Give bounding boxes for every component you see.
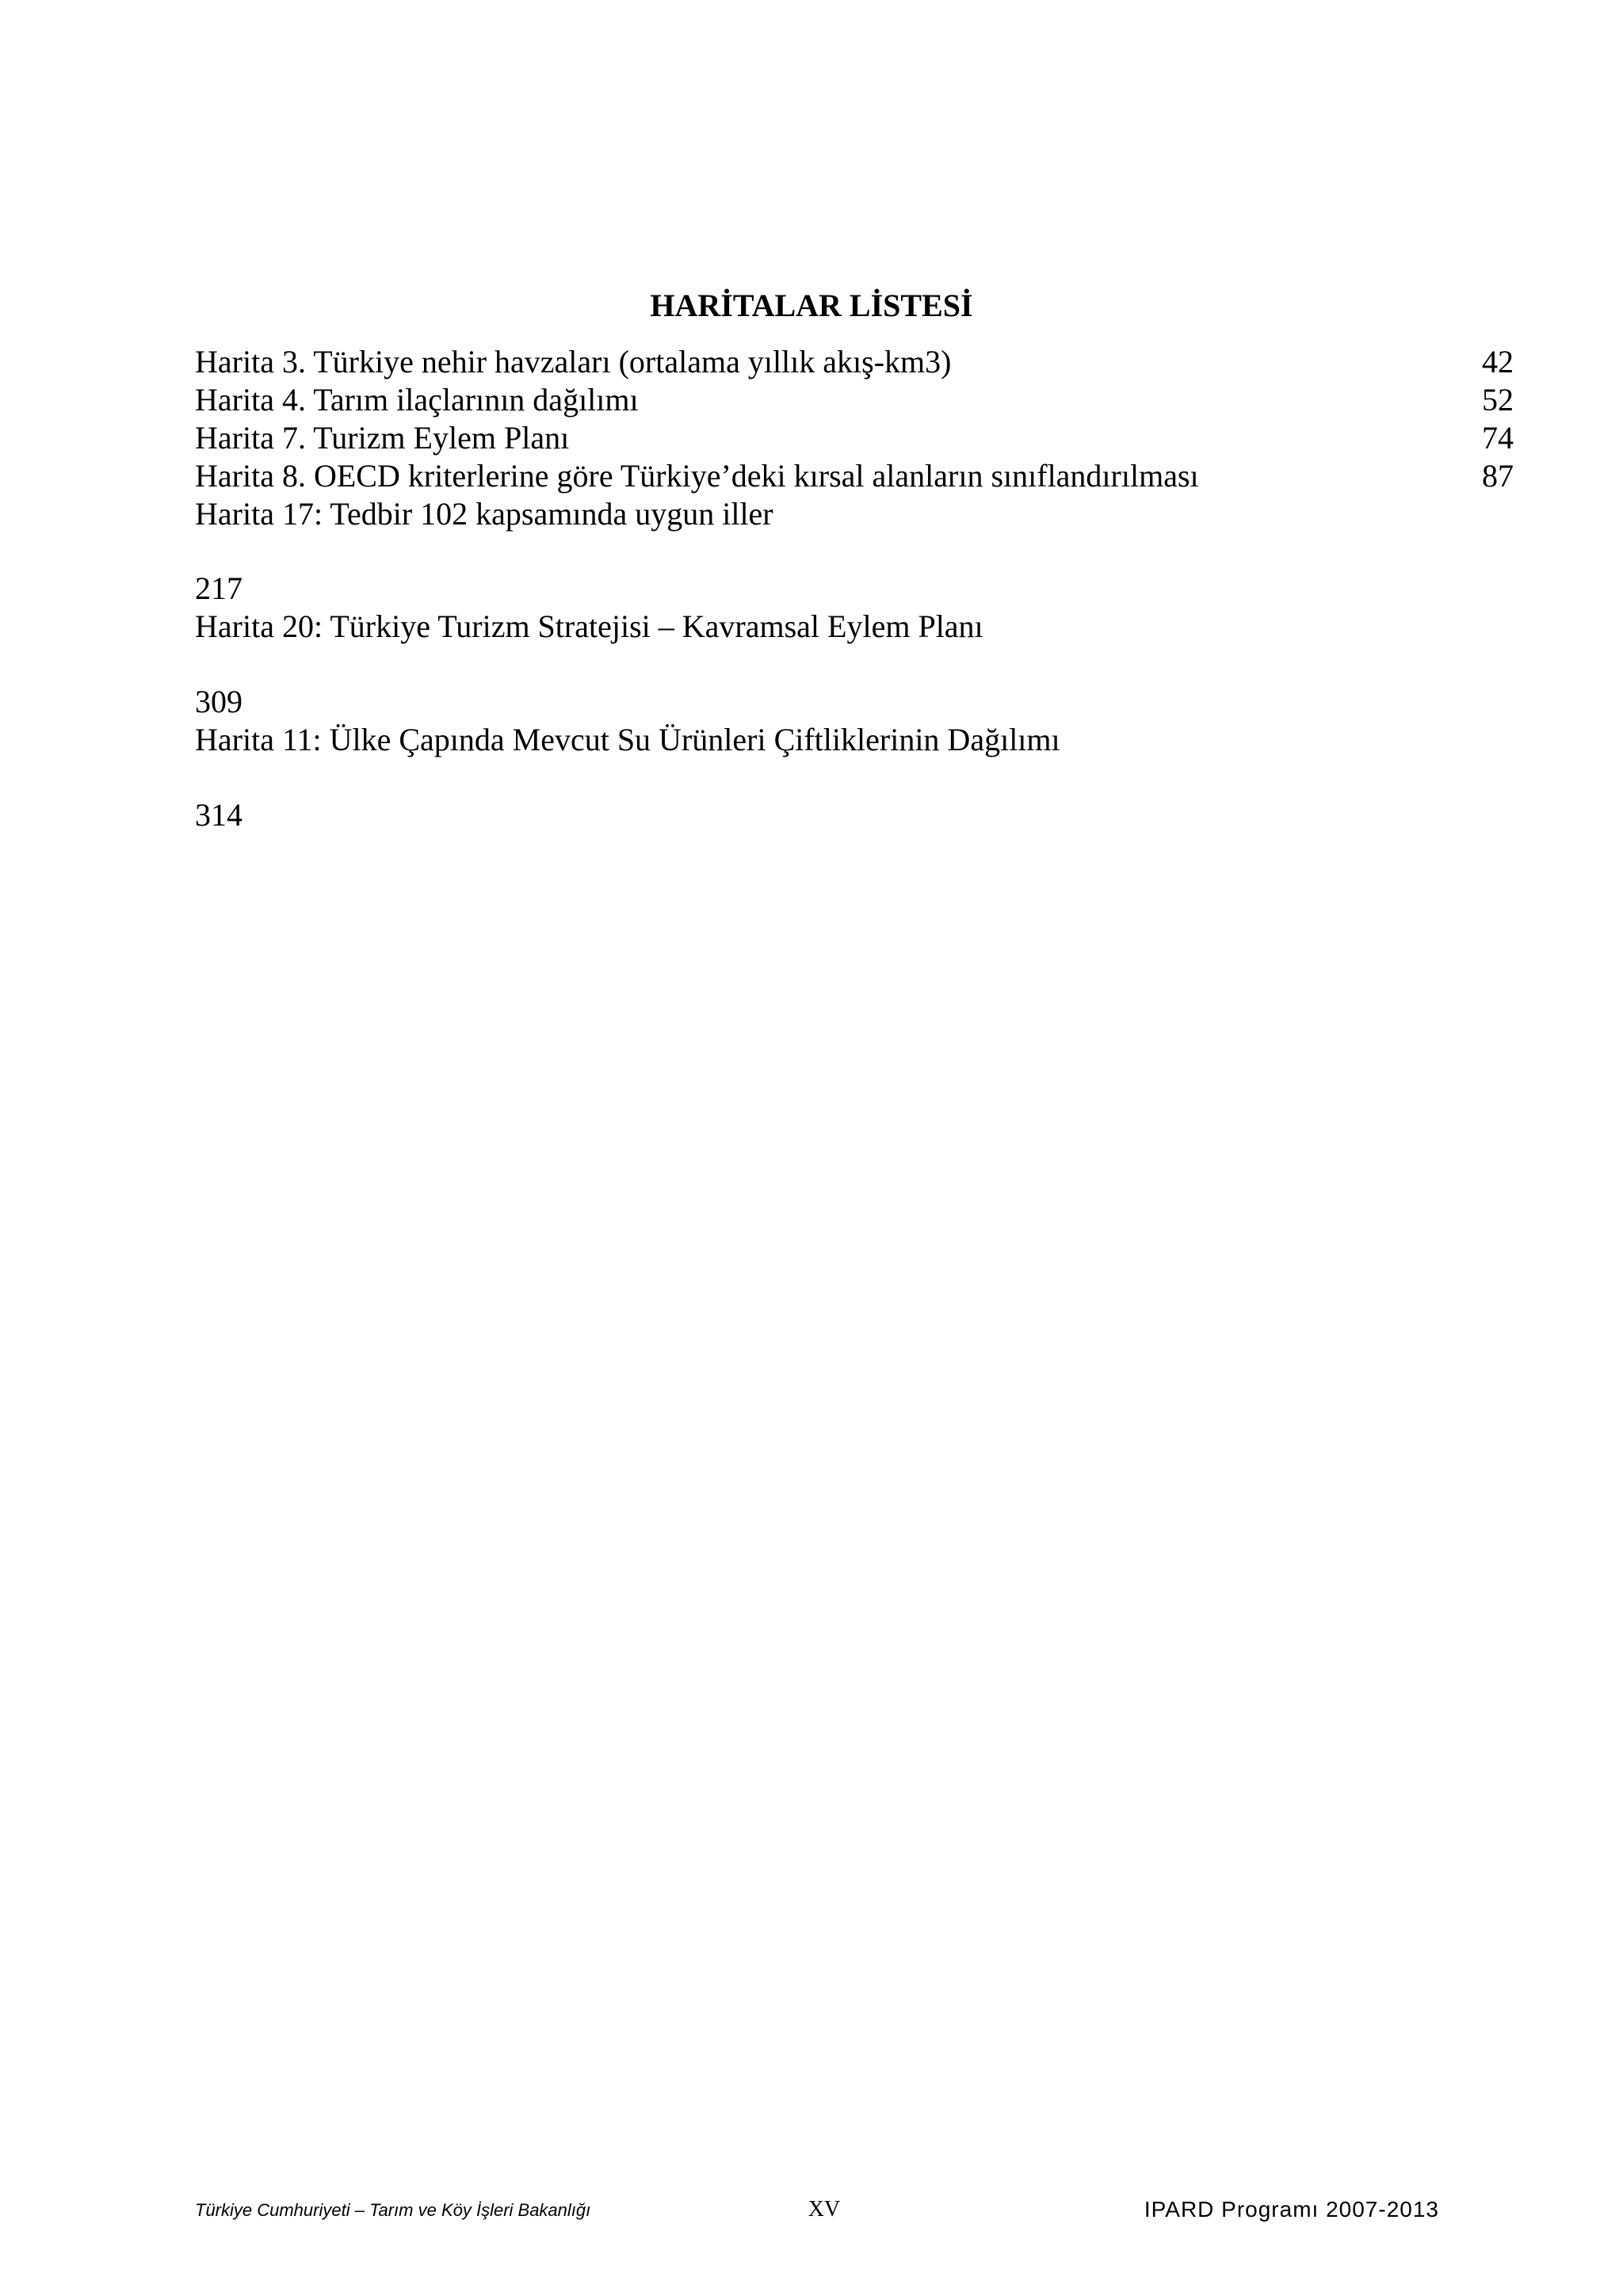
entry-title: Harita 4. Tarım ilaçlarının dağılımı (195, 382, 639, 418)
list-item (195, 495, 1514, 533)
list-item (195, 457, 1514, 495)
orphan-page-number: 217 (195, 570, 242, 606)
orphan-page-number: 309 (195, 684, 242, 719)
list-item (195, 343, 1514, 381)
entry-title: Harita 17: Tedbir 102 kapsamında uygun iller (195, 496, 773, 532)
entry-page: 52 (1482, 382, 1514, 418)
entry-page: 74 (1482, 420, 1514, 456)
entry-title: Harita 7. Turizm Eylem Planı (195, 420, 570, 456)
entry-title: Harita 3. Türkiye nehir havzaları (ortalama yıllık akış-km3) (195, 344, 952, 379)
entry-page: 42 (1482, 344, 1514, 379)
footer-page-number: XV (808, 2197, 841, 2222)
list-item (195, 381, 1514, 419)
entry-title: Harita 20: Türkiye Turizm Stratejisi – Kavramsal Eylem Planı (195, 608, 983, 644)
maps-list (195, 343, 1514, 533)
footer-ministry: Türkiye Cumhuriyeti – Tarım ve Köy İşleri Bakanlığı (195, 2200, 591, 2220)
list-item (195, 419, 1514, 457)
orphan-page-number: 314 (195, 797, 242, 833)
page-title: HARİTALAR LİSTESİ (650, 288, 973, 323)
entry-title: Harita 11: Ülke Çapında Mevcut Su Ürünleri Çiftliklerinin Dağılımı (195, 722, 1060, 757)
entry-title: Harita 8. OECD kriterlerine göre Türkiye’deki kırsal alanların sınıflandırılması (195, 458, 1199, 494)
entry-page: 87 (1482, 458, 1514, 494)
footer-program: IPARD Programı 2007-2013 (1144, 2197, 1439, 2222)
